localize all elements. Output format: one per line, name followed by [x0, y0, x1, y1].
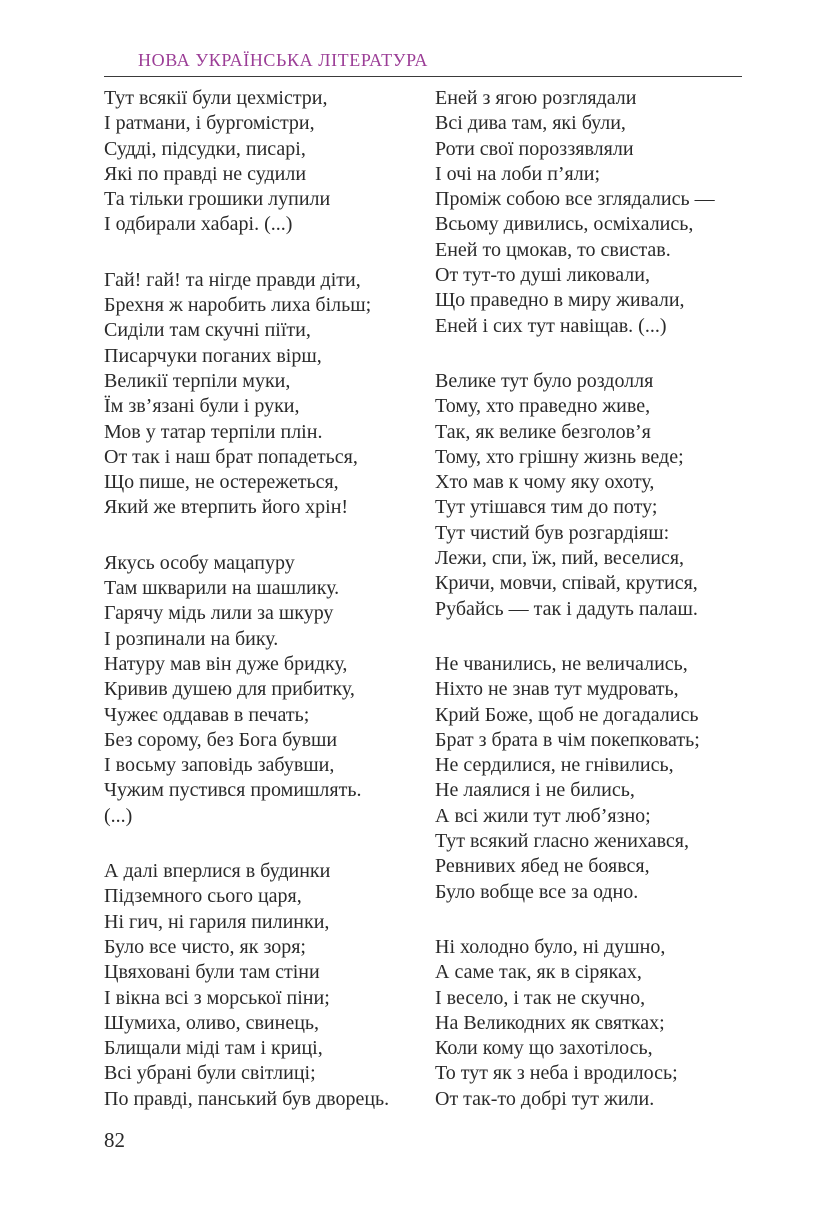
poem-line: Чужеє оддавав в печать; — [104, 703, 310, 726]
poem-line: Брехня ж наробить лиха більш; — [104, 294, 372, 317]
poem-line: Тому, хто праведно живе, — [435, 395, 651, 418]
poem-line: Підземного сього царя, — [104, 885, 302, 908]
poem-line: Всі убрані були світлиці; — [104, 1062, 316, 1085]
poem-line: По правді, панський був дворець. — [104, 1087, 390, 1110]
poem-line: І весело, і так не скучно, — [435, 986, 646, 1009]
poem-line: Сиділи там скучні піїти, — [104, 319, 311, 342]
poem-stanza — [435, 369, 765, 622]
poem-line: Крий Боже, щоб не догадались — [435, 703, 699, 726]
poem-line: Писарчуки поганих вірш, — [104, 344, 322, 367]
poem-line: Ревнивих ябед не боявся, — [435, 855, 650, 878]
poem-line: Там шкварили на шашлику. — [104, 577, 340, 600]
poem-line: І вікна всі з морської піни; — [104, 986, 330, 1009]
poem-line: Велике тут було роздолля — [435, 369, 654, 392]
poem-line: Чужим пустився промишлять. — [104, 779, 362, 802]
poem-line: Рубайсь — так і дадуть палаш. — [435, 597, 698, 620]
poem-stanza — [435, 935, 765, 1112]
page-number: 82 — [104, 1128, 125, 1152]
poem-line: Цвяховані були там стіни — [104, 961, 320, 984]
poem-line: Якусь особу мацапуру — [104, 551, 295, 574]
poem-stanza — [104, 859, 434, 1112]
poem-line: Без сорому, без Бога бувши — [104, 728, 338, 751]
poem-line: То тут як з неба і вродилось; — [435, 1062, 678, 1085]
poem-line: Не чванились, не величались, — [435, 652, 688, 675]
poem-line: Шумиха, оливо, свинець, — [104, 1011, 320, 1034]
poem-line: Так, як велике безголов’я — [435, 420, 651, 443]
poem-line: І ратмани, і бургомістри, — [104, 112, 315, 135]
poem-line: Гарячу мідь лили за шкуру — [104, 602, 334, 625]
poem-line: Було все чисто, як зоря; — [104, 935, 306, 958]
right-text-column — [435, 86, 765, 1142]
poem-line: Що праведно в миру живали, — [435, 289, 685, 312]
poem-line: Еней то цмокав, то свистав. — [435, 238, 671, 261]
poem-line: Що пише, не остережеться, — [104, 471, 339, 494]
poem-line: Тому, хто грішну жизнь веде; — [435, 445, 684, 468]
poem-line: Лежи, спи, їж, пий, веселися, — [435, 547, 685, 570]
poem-line: Було вобще все за одно. — [435, 880, 639, 903]
poem-line: Кривив душею для прибитку, — [104, 678, 355, 701]
poem-line: Хто мав к чому яку охоту, — [435, 471, 655, 494]
poem-line: Кричи, мовчи, співай, крутися, — [435, 572, 698, 595]
poem-line: Тут всякії були цехмістри, — [104, 87, 328, 109]
poem-line: Еней з ягою розглядали — [435, 87, 637, 109]
poem-line: (...) — [104, 804, 133, 827]
poem-line: Гай! гай! та нігде правди діти, — [104, 268, 361, 291]
poem-line: Великії терпіли муки, — [104, 369, 291, 392]
poem-line: Тут всякий гласно женихався, — [435, 830, 689, 853]
poem-line: І восьму заповідь забувши, — [104, 754, 335, 777]
poem-line: На Великодних як святках; — [435, 1011, 665, 1034]
poem-line: Коли кому що захотілось, — [435, 1037, 653, 1060]
poem-stanza — [435, 652, 765, 905]
poem-line: Не лаялися і не бились, — [435, 779, 635, 802]
poem-line: І розпинали на бику. — [104, 627, 279, 650]
poem-line: Їм зв’язані були і руки, — [104, 395, 300, 418]
poem-line: Всі дива там, які були, — [435, 112, 626, 135]
poem-stanza — [104, 268, 434, 521]
poem-stanza — [104, 551, 434, 829]
poem-line: Який же втерпить його хрін! — [104, 496, 349, 519]
poem-line: Судді, підсудки, писарі, — [104, 137, 306, 160]
poem-stanza — [435, 86, 765, 339]
poem-line: Тут чистий був розгардіяш: — [435, 521, 670, 544]
poem-line: А саме так, як в сіряках, — [435, 961, 642, 984]
poem-line: Які по правді не судили — [104, 162, 307, 185]
poem-line: От так і наш брат попадеться, — [104, 445, 358, 468]
poem-line: І очі на лоби п’яли; — [435, 162, 600, 185]
poem-line: Ні гич, ні гариля пилинки, — [104, 910, 330, 933]
poem-line: І одбирали хабарі. (...) — [104, 213, 293, 236]
poem-line: Еней і сих тут навіщав. (...) — [435, 314, 667, 337]
poem-line: Всьому дивились, осміхались, — [435, 213, 694, 236]
poem-stanza — [104, 86, 434, 238]
poem-line: А всі жили тут люб’язно; — [435, 804, 651, 827]
left-text-column — [104, 86, 434, 1142]
poem-line: Та тільки грошики лупили — [104, 188, 331, 211]
poem-line: Брат з брата в чім покепковать; — [435, 728, 700, 751]
poem-line: Не сердилися, не гнівились, — [435, 754, 674, 777]
poem-line: Ні холодно було, ні душно, — [435, 935, 666, 958]
poem-line: Натуру мав він дуже бридку, — [104, 652, 348, 675]
running-header — [104, 48, 742, 77]
poem-line: Блищали міді там і криці, — [104, 1037, 323, 1060]
poem-line: Мов у татар терпіли плін. — [104, 420, 323, 443]
poem-line: От так-то добрі тут жили. — [435, 1087, 655, 1110]
poem-line: Ніхто не знав тут мудровать, — [435, 678, 679, 701]
poem-line: Тут утішався тим до поту; — [435, 496, 658, 519]
poem-line: А далі вперлися в будинки — [104, 860, 331, 883]
poem-line: Проміж собою все зглядались — — [435, 188, 715, 211]
header-title: НОВА УКРАЇНСЬКА ЛІТЕРАТУРА — [138, 50, 429, 70]
poem-line: От тут-то душі ликовали, — [435, 264, 650, 287]
poem-line: Роти свої пороззявляли — [435, 137, 634, 160]
